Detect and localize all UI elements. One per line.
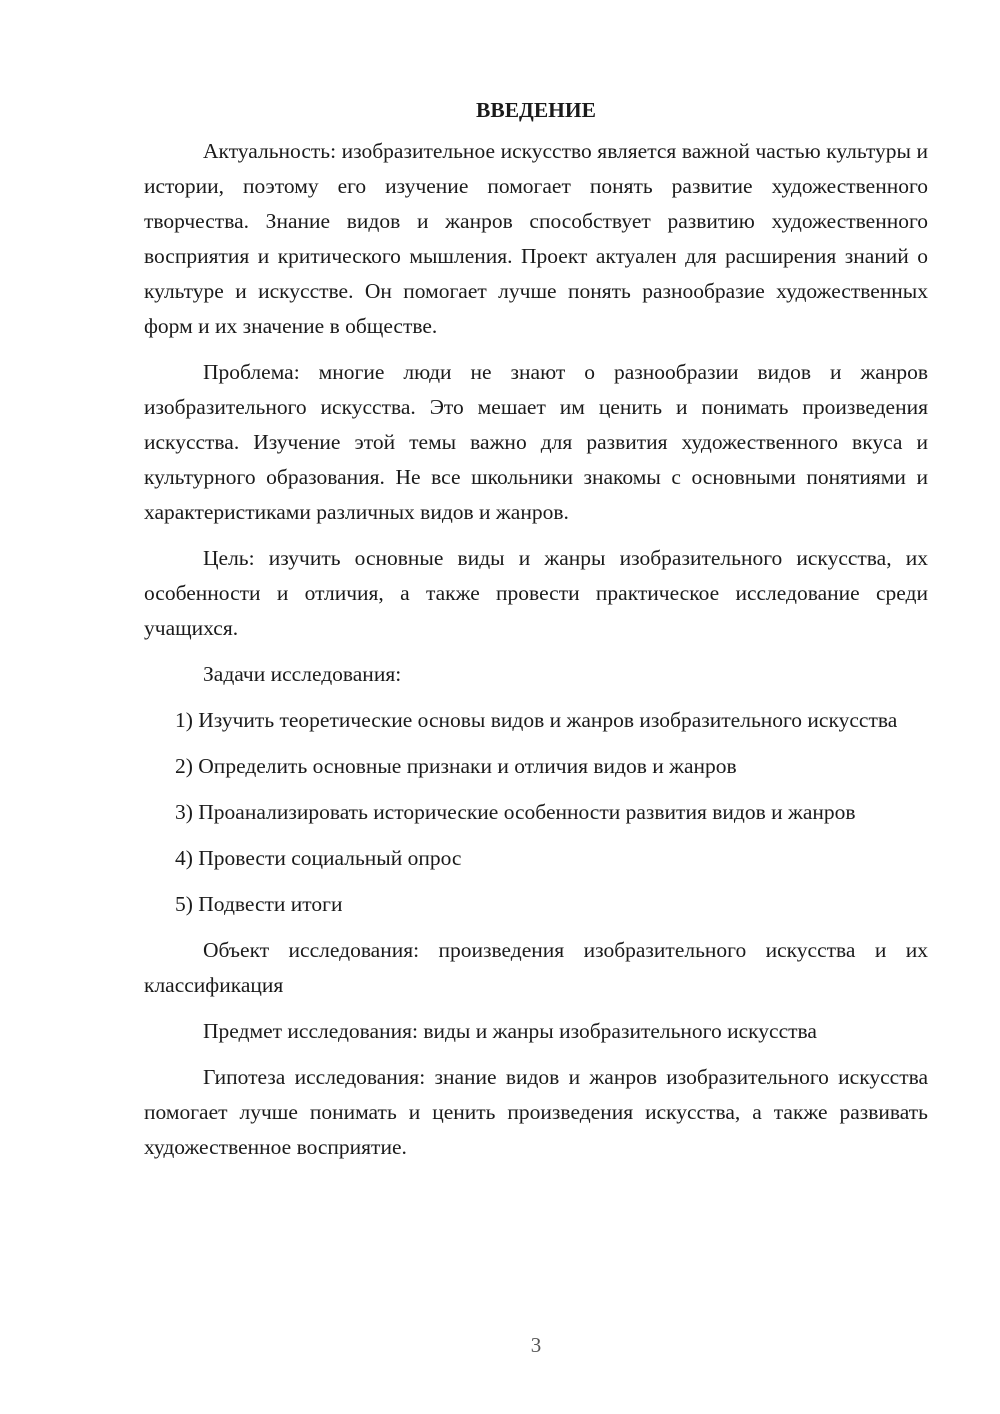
document-page bbox=[144, 92, 928, 1176]
task-item-4: 4) Провести социальный опрос bbox=[175, 846, 462, 870]
task-item-2: 2) Определить основные признаки и отличия видов и жанров bbox=[175, 754, 737, 778]
paragraph-problem: Проблема: многие люди не знают о разнообразии видов и жанров изобразительного искусства. Это мешает им ценить и понимать произведения искусства. Изучение этой темы важно для развития художественного вкуса и культурного образования. Не все школьники знакомы с основными понятиями и характеристиками различных видов и жанров. bbox=[144, 360, 928, 524]
task-item-1: 1) Изучить теоретические основы видов и жанров изобразительного искусства bbox=[175, 708, 898, 732]
paragraph-goal: Цель: изучить основные виды и жанры изобразительного искусства, их особенности и отличия, а также провести практическое исследование среди учащихся. bbox=[144, 546, 928, 640]
section-heading: ВВЕДЕНИЕ bbox=[476, 98, 596, 122]
task-item-5: 5) Подвести итоги bbox=[175, 892, 343, 916]
tasks-title: Задачи исследования: bbox=[203, 662, 402, 686]
task-item-3: 3) Проанализировать исторические особенности развития видов и жанров bbox=[175, 800, 856, 824]
paragraph-relevance: Актуальность: изобразительное искусство является важной частью культуры и истории, поэтому его изучение помогает понять развитие художественного творчества. Знание видов и жанров способствует развитию художественного восприятия и критического мышления. Проект актуален для расширения знаний о культуре и искусстве. Он помогает лучше понять разнообразие художественных форм и их значение в обществе. bbox=[144, 139, 928, 338]
paragraph-subject: Предмет исследования: виды и жанры изобразительного искусства bbox=[203, 1019, 817, 1043]
paragraph-object: Объект исследования: произведения изобразительного искусства и их классификация bbox=[144, 938, 928, 997]
page-number: 3 bbox=[530, 1333, 542, 1357]
paragraph-hypothesis: Гипотеза исследования: знание видов и жанров изобразительного искусства помогает лучше понимать и ценить произведения искусства, а также развивать художественное восприятие. bbox=[144, 1065, 928, 1159]
